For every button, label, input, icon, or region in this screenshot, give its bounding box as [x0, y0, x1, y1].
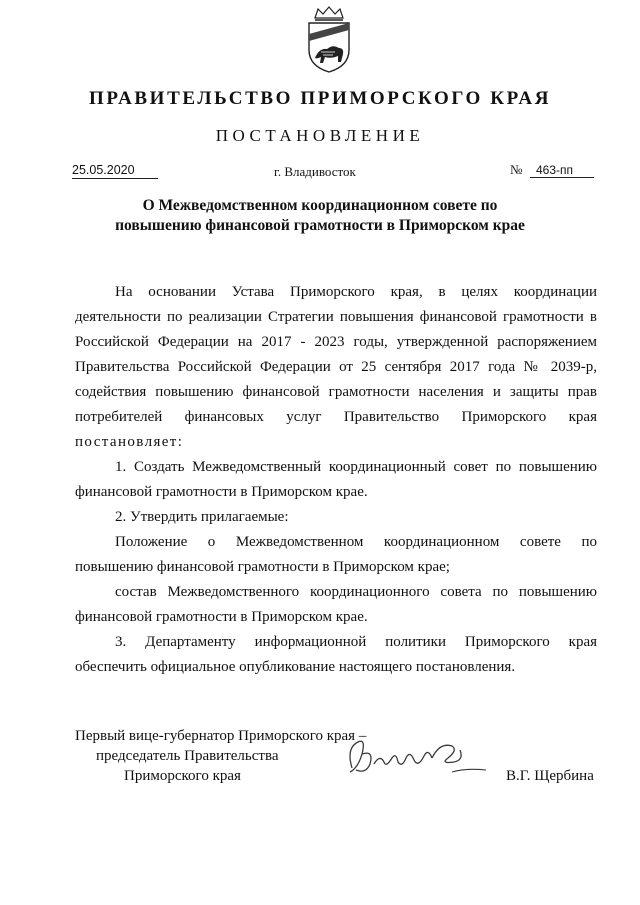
text-line: Правительства Российской Федерации от 25 сентября 2017 года № 2039-р,	[75, 359, 597, 375]
coat-of-arms-emblem	[301, 4, 357, 74]
document-city: г. Владивосток	[274, 164, 356, 179]
text-line: 2. Утвердить прилагаемые:	[115, 509, 289, 525]
document-date: 25.05.2020	[72, 163, 158, 179]
text-line: деятельности по реализации Стратегии повышения финансовой грамотности в	[75, 309, 597, 325]
text-line: потребителей финансовых услуг Правительство Приморского края	[75, 409, 597, 425]
signer-position-line-2: председатель Правительства	[96, 748, 279, 764]
text-line: 1. Создать Межведомственный координационный совет по повышению	[115, 459, 597, 475]
text-line: повышению финансовой грамотности в Приморском крае;	[75, 559, 450, 575]
text-line: обеспечить официальное опубликование настоящего постановления.	[75, 659, 516, 675]
intro-paragraph	[75, 280, 597, 455]
text-line: финансовой грамотности в Приморском крае.	[75, 484, 368, 500]
item-2a	[75, 530, 597, 580]
signer-position-line-1: Первый вице-губернатор Приморского края –	[75, 728, 367, 744]
text-line: 3. Департаменту информационной политики Приморского края	[115, 634, 597, 650]
item-2	[75, 505, 597, 530]
item-2b	[75, 580, 597, 630]
number-sign: №	[510, 162, 523, 177]
number-value: 463-пп	[530, 163, 594, 178]
document-heading	[60, 196, 580, 236]
signer-position-line-3: Приморского края	[124, 768, 241, 784]
text-line: состав Межведомственного координационного совета по повышению	[115, 584, 597, 600]
text-line: содействия повышению финансовой грамотности населения и защиты прав	[75, 384, 597, 400]
text-line: финансовой грамотности в Приморском крае.	[75, 609, 368, 625]
government-title: ПРАВИТЕЛЬСТВО ПРИМОРСКОГО КРАЯ	[88, 88, 552, 109]
document-type: ПОСТАНОВЛЕНИЕ	[215, 126, 425, 145]
heading-line-2: повышению финансовой грамотности в Приморском крае	[115, 217, 525, 234]
text-line: На основании Устава Приморского края, в целях координации	[115, 284, 597, 300]
handwritten-signature	[340, 728, 490, 783]
heading-line-1: О Межведомственном координационном совете по	[142, 197, 498, 214]
document-number	[510, 162, 596, 178]
decree-word: постановляет:	[75, 434, 184, 450]
text-line: Положение о Межведомственном координационном совете по	[115, 534, 597, 550]
item-1	[75, 455, 597, 505]
signer-name: В.Г. Щербина	[506, 768, 594, 784]
item-3	[75, 630, 597, 680]
text-line: Российской Федерации на 2017 - 2023 годы, утвержденной распоряжением	[75, 334, 597, 350]
